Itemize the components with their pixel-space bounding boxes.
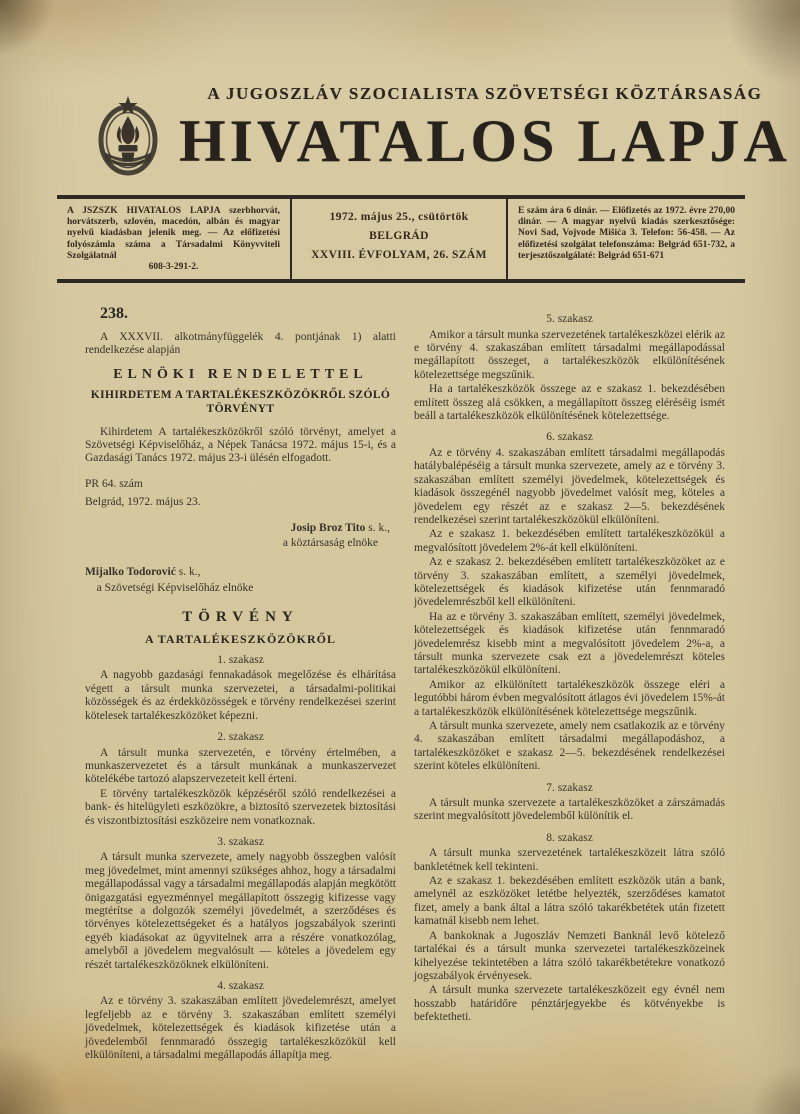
section-heading: 8. szakasz (546, 831, 593, 844)
law-section-3 (85, 836, 396, 972)
section-paragraph: A társult munka szervezete, amely nagyobb összegben valósít meg jövedelmet, mint amennyi szükséges ahhoz, hogy a társadalmi megállapodással vagy a társadalmi megállapodás alapján megkötött önigazgatási egyezménnyel megállapított összegig kifizesse vagy megtérítse a dolgozók személyi jövedelmét, a szerződéses és törvényes kötelezettségeket és a hatályos jogszabályok szerinti egyéb kiadásokat az ügyvitelnek arra a részére vonatkozólag, amelyből a jövedelem megvalósult — köteles a jövedelem egy részét tartalékeszközöknek elkülöníteni. (85, 851, 396, 971)
decree-body: Kihirdetem A tartalékeszközökről szóló törvényt, amelyet a Szövetségi Képviselőház, a Népek Tanácsa 1972. május 15-i, és a Gazdasági Tanács 1972. május 23-i ülésén elfogadott. (85, 425, 396, 465)
section-paragraph: A társult munka szervezete tartalékeszközeit egy évnél nem hosszabb határidőre pénztárjegyekbe és kötvényekbe is befektetheti. (414, 984, 725, 1024)
law-section-5 (414, 313, 725, 423)
section-heading: 5. szakasz (546, 313, 593, 326)
section-paragraph: Az e szakasz 1. bekezdésében említett tartalékeszközökül a megvalósított jövedelem 2%-át kell elkülöníteni. (414, 528, 725, 554)
section-paragraph: Ha a tartalékeszközök összege az e szakasz 1. bekezdésében említett összeg alá csökken, a megállapított összeg eléréséig ismét beáll a tartalékeszközök elkülönítésének kötelezettsége. (414, 383, 725, 423)
section-paragraph: Az e törvény 4. szakaszában említett társadalmi megállapodás hatálybalépéséig a társult munka szervezete, amely az e törvény 3. szakaszában említett személyi jövedelmek, kötelezettségek és kiadások összegénél nagyobb jövedelmet valósít meg, köteles a jövedelem egy részét az e szakasz 2—5. bekezdésének rendelkezései szerint tartalékeszközökül elkülöníteni. (414, 446, 725, 526)
law-title: TÖRVÉNY (182, 609, 299, 626)
section-paragraph: A társult munka szervezete, amely nem csatlakozik az e törvény 4. szakaszában említett társadalmi megállapodáshoz, a tartalékeszközöket e szakasz 2—5. bekezdésének rendelkezései szerint köteles elkülöníteni. (414, 720, 725, 773)
article-number: 238. (100, 305, 128, 323)
right-column (414, 307, 725, 1062)
section-heading: 1. szakasz (217, 654, 264, 667)
section-paragraph: Amikor az elkülönített tartalékeszközök összege eléri a legutóbbi három évben megvalósított átlagos évi jövedelem 15%-át a tartalékeszközök elkülönítésének kötelezettsége megszűnik. (414, 678, 725, 718)
section-paragraph: A társult munka szervezete a tartalékeszközöket a zárszámadás szerint megvalósított jövedelemből különítik el. (414, 797, 725, 823)
section-paragraph: E törvény tartalékeszközök képzéséről szóló rendelkezései a bank- és hitelügyleti eszközökre, a biztosító szervezetek biztosítási és viszontbiztosítási eszközeire nem vonatkoznak. (85, 787, 396, 827)
section-heading: 2. szakasz (217, 731, 264, 744)
publication-info-text: A JSZSZK HIVATALOS LAPJA szerbhorvát, horvátszerb, szlovén, macedón, albán és magyar nyelvű kiadásban jelenik meg. — Az előfizetési folyószámla száma a Társadalmi Könyvviteli Szolgálatnál (67, 206, 280, 261)
article-intro: A XXXVII. alkotmányfüggelék 4. pontjának 1) alatti rendelkezése alapján (85, 330, 396, 357)
decree-heading: ELNÖKI RENDELETTEL (113, 367, 368, 383)
publication-info (57, 199, 290, 279)
section-paragraph: Az e szakasz 2. bekezdésében említett tartalékeszközöket az e törvény 3. szakaszában említett, a személyi jövedelmek, kötelezettségek és kiadások kifizetése után fennmaradó jövedelemrészből kell elkülöníteni. (414, 556, 725, 609)
issue-date: 1972. május 25., csütörtök (329, 211, 469, 223)
speaker-title: a Szövetségi Képviselőház elnöke (96, 581, 254, 594)
president-suffix: s. k., (368, 521, 390, 534)
subscription-info: E szám ára 6 dinár. — Előfizetés az 1972. évre 270,00 dinár. — A magyar nyelvű kiadás szerkesztősége: Novi Sad, Vojvode Mišića 3. Telefon: 56-458. — Az előfizetési szolgálat telefonszáma: Belgrád 651-732, a terjesztőszolgálaté: Belgrád 651-671 (518, 206, 735, 261)
section-heading: 3. szakasz (217, 835, 264, 848)
section-paragraph: Az e törvény 3. szakaszában említett jövedelemrészt, amelyet legfeljebb az e törvény 3. szakaszában említett személyi jövedelmek, kötelezettségek és kiadások kifizetése után a jövedelemből fennmaradó összegig tartalékeszközökül kell elkülöníteni, a társadalmi megállapodás állapítja meg. (85, 995, 396, 1062)
president-name: Josip Broz Tito (290, 521, 366, 534)
section-paragraph: A bankoknak a Jugoszláv Nemzeti Banknál levő kötelező tartalékai és a társult munka szervezetei tartalékeszközeinek kihelyezése tekintetében a látra szóló takarékbetétekre vonatkozó jogszabályok érvényesek. (414, 929, 725, 982)
decree-subheading: KIHIRDETEM A TARTALÉKESZKÖZÖKRŐL SZÓLÓ TÖRVÉNYT (90, 388, 391, 416)
law-section-7 (414, 782, 725, 824)
info-bar (57, 199, 745, 279)
law-section-2 (85, 731, 396, 828)
republic-line: A JUGOSZLÁV SZOCIALISTA SZÖVETSÉGI KÖZTÁRSASÁG (207, 84, 763, 103)
divider-rule-bottom (57, 279, 745, 283)
president-title: a köztársaság elnöke (282, 537, 378, 550)
article-columns (85, 307, 725, 1062)
issue-city: BELGRÁD (369, 230, 429, 242)
section-heading: 7. szakasz (546, 781, 593, 794)
law-section-1 (85, 654, 396, 723)
section-heading: 4. szakasz (217, 980, 264, 992)
law-section-6 (414, 431, 725, 773)
law-section-8 (414, 832, 725, 1025)
ref-place-date: Belgrád, 1972. május 23. (85, 496, 201, 509)
section-paragraph: Amikor a társult munka szervezetének tartalékeszközei elérik az e törvény 4. szakaszában említett társadalmi megállapodással megállapított összeget, a tartalékeszközök elkülönítésének kötelezettsége megszűnik. (414, 328, 725, 381)
law-section-4 (85, 980, 396, 1062)
law-subtitle: A TARTALÉKESZKÖZÖKRŐL (145, 631, 336, 646)
left-column (85, 307, 396, 1062)
speaker-suffix: s. k., (178, 566, 201, 579)
section-paragraph: A társult munka szervezetén, e törvény értelmében, a munkaszervezetet és a társult munkának a munkaszervezet kötelékébe tartozó alapszervezeteit kell érteni. (85, 746, 396, 786)
ref-number: PR 64. szám (85, 477, 143, 490)
section-paragraph: A társult munka szervezetének tartalékeszközeit látra szóló bankletétnek kell tekinteni. (414, 847, 725, 873)
yugoslav-coat-of-arms-icon (91, 94, 165, 185)
speaker-name: Mijalko Todorović (85, 566, 176, 579)
section-paragraph: Az e szakasz 1. bekezdésében említett eszközök után a bank, amelynél az eszközöket letétbe helyezték, szerződéses kamatot fizet, amely a bank által a látra szóló takarékbetétek után fizetett kamatnál kisebb nem lehet. (414, 875, 725, 928)
section-heading: 6. szakasz (546, 431, 593, 444)
signature-speaker (85, 566, 396, 595)
issue-info (292, 199, 506, 279)
gazette-title: HIVATALOS LAPJA (179, 108, 791, 174)
section-paragraph: A nagyobb gazdasági fennakadások megelőzése és elhárítása végett a társult munka szervezetei, a társadalmi-politikai közösségek és az érdekközösségek e törvény rendelkezései szerint kötelesek tartalékeszközöket képezni. (85, 669, 396, 722)
issue-volume: XXVIII. ÉVFOLYAM, 26. SZÁM (311, 249, 487, 261)
section-paragraph: Ha az e törvény 3. szakaszában említett, személyi jövedelmek, kötelezettségek és kiadások kifizetése után fennmaradó jövedelemrész kisebb mint a megvalósított jövedelem 2%-a, a társult munka szervezete csak ezt a jövedelemrészt köteles tartalékeszközökül elkülöníteni. (414, 610, 725, 677)
account-number: 608-3-291-2. (148, 262, 199, 273)
masthead-text (179, 84, 791, 173)
signature-president (85, 522, 396, 551)
masthead (57, 84, 791, 185)
